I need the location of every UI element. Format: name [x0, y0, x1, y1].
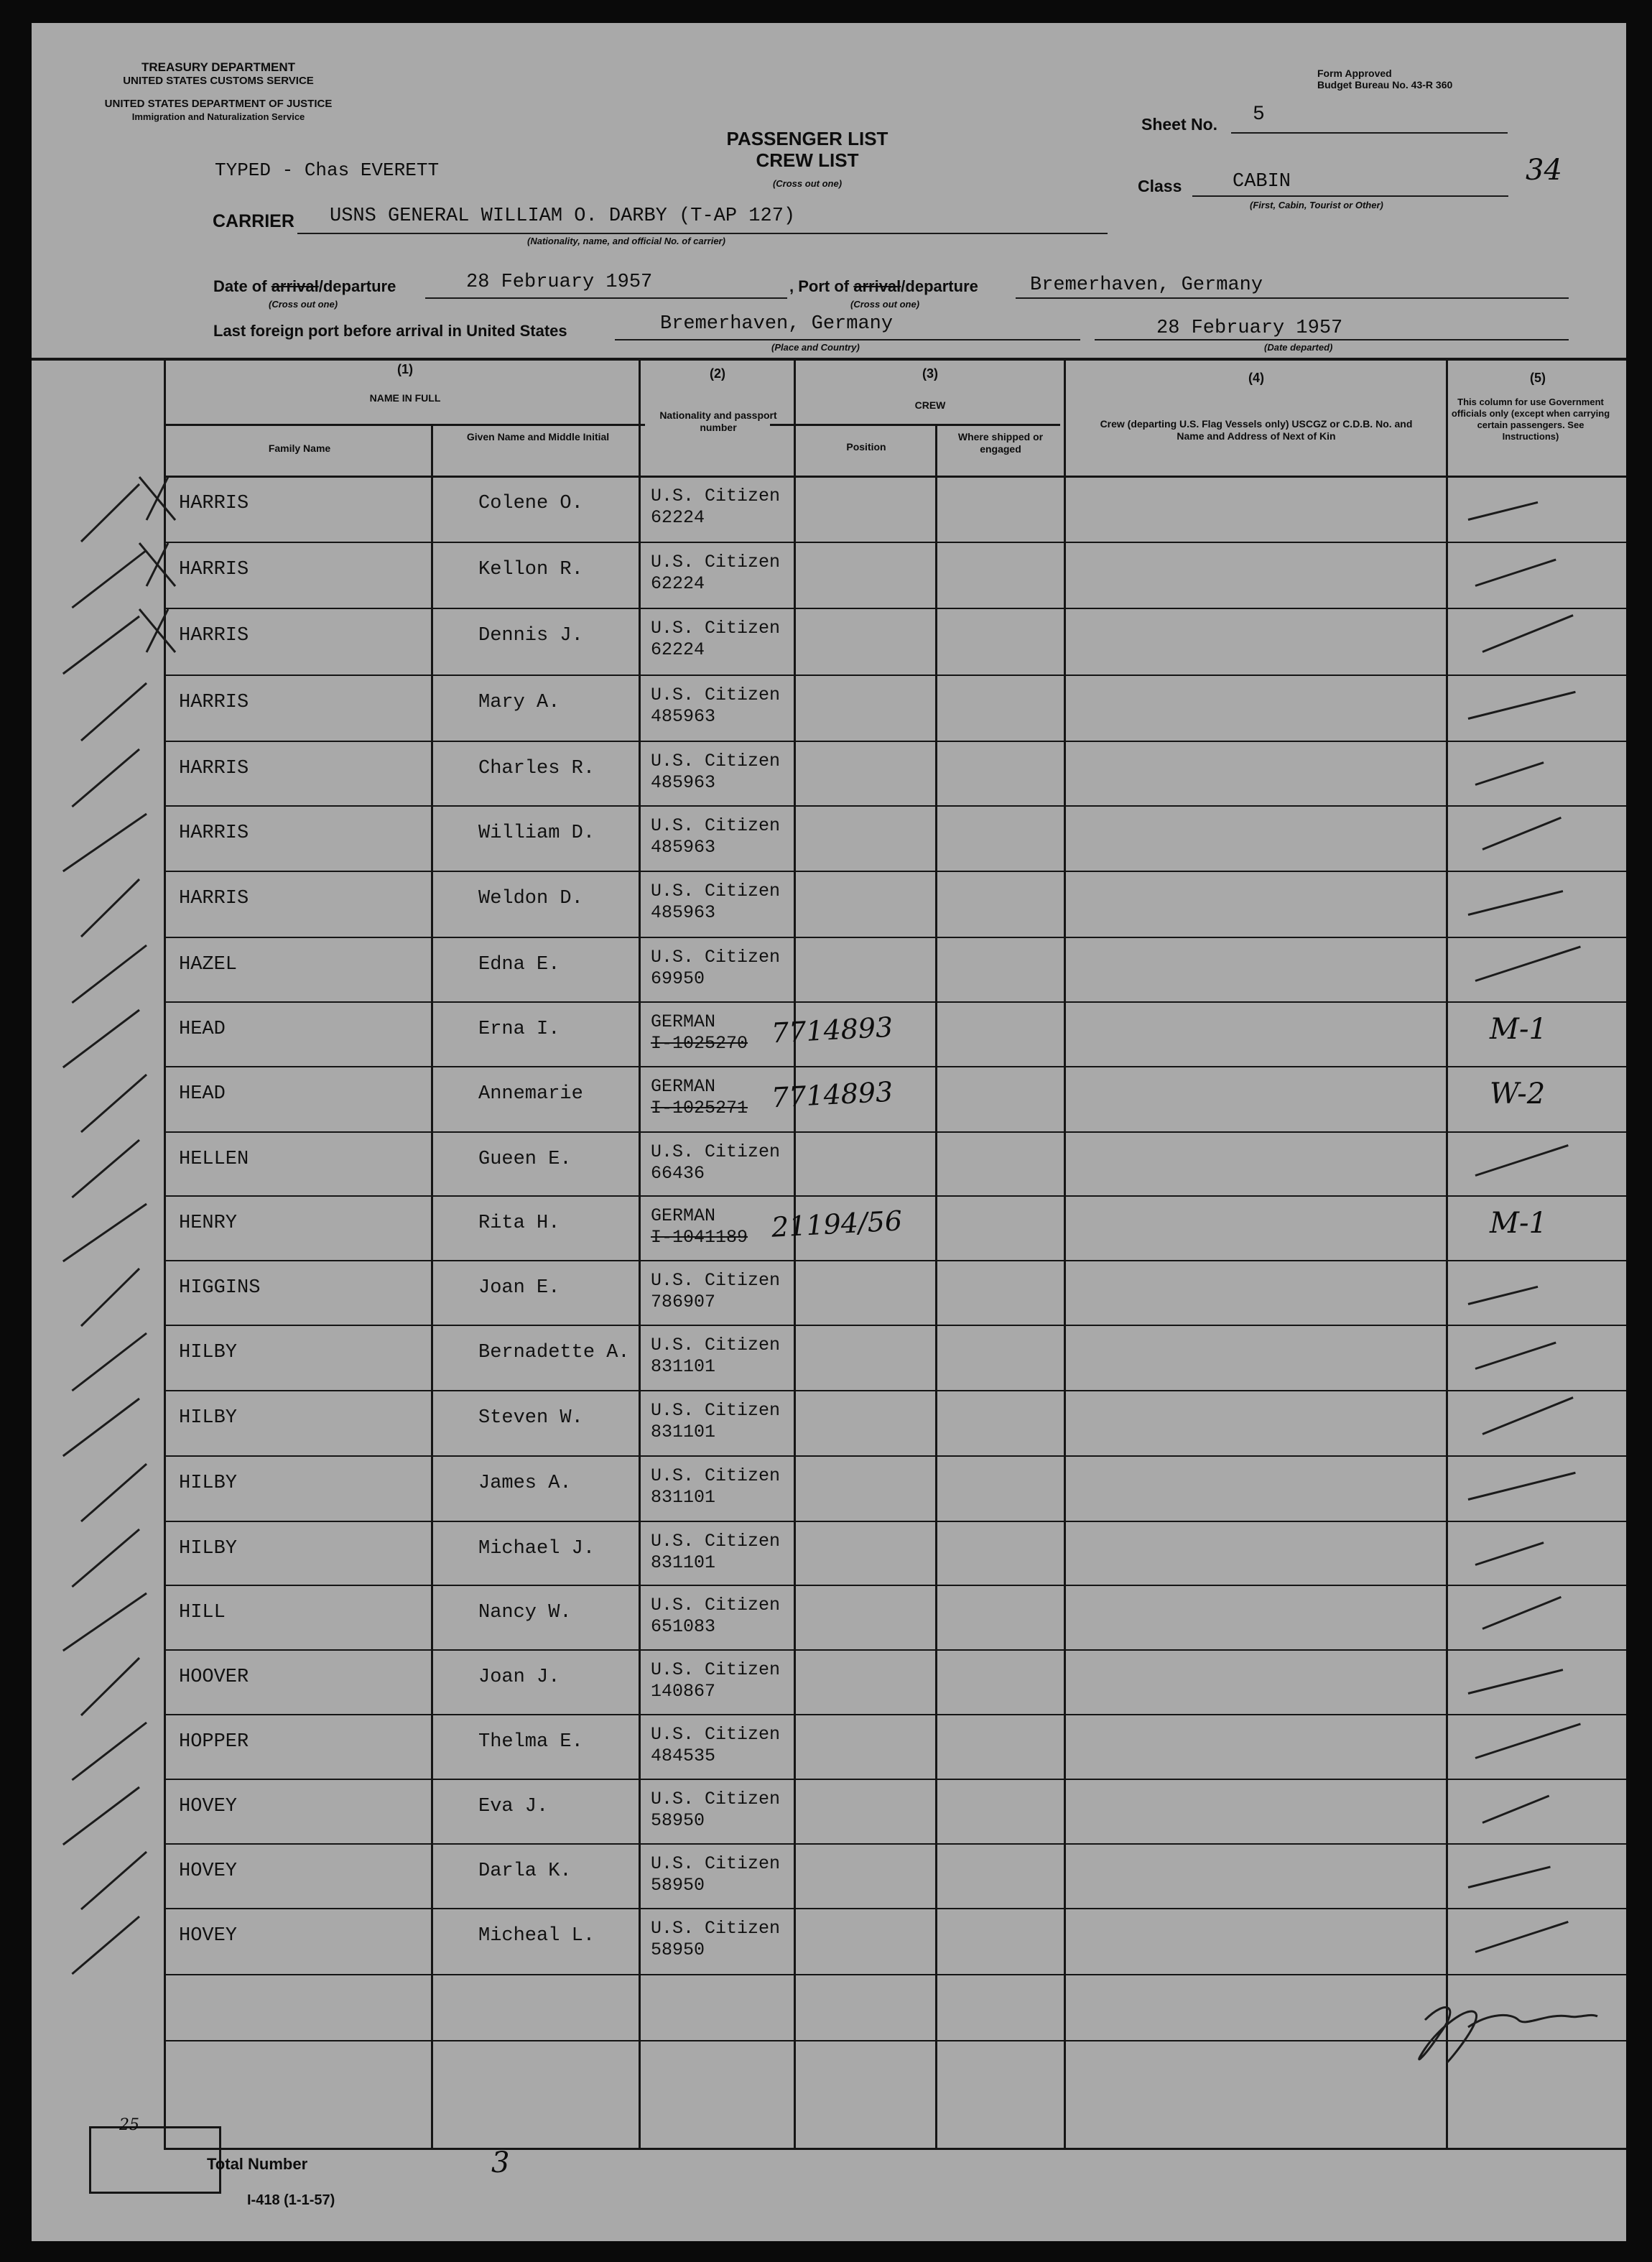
given-name: Colene O. [478, 493, 583, 514]
nationality: U.S. Citizen [651, 1918, 781, 1939]
given-name: Joan J. [478, 1667, 560, 1688]
col1-number: (1) [397, 362, 413, 376]
family-name: HILBY [179, 1342, 238, 1363]
nationality: U.S. Citizen [651, 1141, 781, 1162]
col-family-name: Family Name [268, 442, 331, 454]
given-name: Weldon D. [478, 888, 583, 909]
col-divider-shipped [935, 424, 937, 2149]
given-name: Rita H. [478, 1213, 560, 1234]
family-name: HILBY [179, 1538, 238, 1559]
carrier-value: USNS GENERAL WILLIAM O. DARBY (T-AP 127) [330, 205, 796, 227]
official-check-mark [1475, 1723, 1581, 1758]
official-notation: W-2 [1490, 1077, 1546, 1111]
date-departed-note: (Date departed) [1264, 342, 1333, 353]
family-name: HARRIS [179, 493, 249, 514]
row-rule [164, 1260, 1626, 1261]
passport-number: 62224 [651, 573, 705, 594]
margin-check [63, 1593, 147, 1651]
family-name: HENRY [179, 1213, 238, 1234]
nationality: GERMAN [651, 1205, 716, 1226]
last-port-value: Bremerhaven, Germany [660, 313, 894, 335]
margin-check [63, 616, 139, 674]
given-name: Charles R. [478, 758, 595, 779]
row-rule [164, 1195, 1626, 1197]
row-rule [164, 1455, 1626, 1457]
given-name: Annemarie [478, 1083, 583, 1105]
given-name: Edna E. [478, 954, 560, 975]
header-bottom-rule [164, 476, 1626, 478]
col5-number: (5) [1530, 371, 1546, 385]
row-rule [164, 608, 1626, 609]
family-name: HILL [179, 1602, 226, 1623]
official-check-mark [1468, 890, 1564, 916]
passport-number: 484535 [651, 1746, 716, 1766]
official-notation: M-1 [1490, 1013, 1547, 1046]
official-check-mark [1475, 559, 1556, 587]
margin-check [72, 1723, 147, 1780]
family-name: HARRIS [179, 559, 249, 580]
passport-number: 485963 [651, 902, 716, 923]
nationality: GERMAN [651, 1011, 716, 1032]
typed-by: TYPED - Chas EVERETT [215, 159, 440, 181]
sheet-underline [1231, 131, 1508, 134]
passport-number: 786907 [651, 1292, 716, 1312]
passport-number: 58950 [651, 1939, 705, 1960]
official-check-mark [1475, 761, 1544, 786]
official-check-mark [1468, 1286, 1539, 1305]
given-name: Micheal L. [478, 1925, 595, 1947]
passport-number: I-1041189 [651, 1227, 748, 1248]
margin-check [63, 1204, 147, 1261]
passport-number: 62224 [651, 639, 705, 660]
form-approved: Form Approved [1317, 68, 1392, 79]
given-name: Nancy W. [478, 1602, 572, 1623]
passport-number: 831101 [651, 1422, 716, 1442]
family-name: HARRIS [179, 822, 249, 844]
given-name: Eva J. [478, 1796, 549, 1817]
margin-check [81, 484, 139, 542]
margin-check [81, 1075, 147, 1132]
given-name: Gueen E. [478, 1149, 572, 1170]
nationality: U.S. Citizen [651, 1270, 781, 1291]
class-value: CABIN [1233, 171, 1291, 193]
passport-number: 58950 [651, 1875, 705, 1896]
family-name: HARRIS [179, 692, 249, 713]
nationality: U.S. Citizen [651, 1853, 781, 1874]
given-name: Michael J. [478, 1538, 595, 1559]
row-rule [164, 871, 1626, 872]
col2-number: (2) [710, 366, 725, 381]
nationality: U.S. Citizen [651, 815, 781, 836]
row-rule [164, 1779, 1626, 1780]
given-name: Erna I. [478, 1019, 560, 1040]
official-check-mark [1468, 691, 1576, 720]
nationality: U.S. Citizen [651, 881, 781, 901]
nationality: GERMAN [651, 1076, 716, 1097]
nationality: U.S. Citizen [651, 618, 781, 639]
margin-check [72, 945, 147, 1003]
margin-check [81, 1269, 139, 1326]
sheet-number: 5 [1253, 103, 1265, 126]
passport-number: I-1025271 [651, 1098, 748, 1118]
col4-number: (4) [1248, 371, 1264, 385]
passport-number: 831101 [651, 1487, 716, 1508]
family-name: HILBY [179, 1407, 238, 1429]
immigration-service: Immigration and Naturalization Service [131, 111, 305, 122]
row-rule [164, 1908, 1626, 1909]
official-check-mark [1475, 945, 1581, 981]
family-name: HILBY [179, 1473, 238, 1494]
handwritten-annotation: 21194/56 [770, 1205, 904, 1243]
title-note: (Cross out one) [772, 178, 843, 189]
col-position: Position [846, 441, 886, 453]
name-subheader-rule [164, 424, 645, 426]
official-check-mark [1468, 1865, 1551, 1888]
passport-number: 485963 [651, 706, 716, 727]
given-name: Joan E. [478, 1277, 560, 1299]
given-name: William D. [478, 822, 595, 844]
total-number-label: Total Number [207, 2155, 308, 2173]
col-where-shipped: Where shipped or engaged [957, 431, 1044, 455]
row-rule [164, 1390, 1626, 1391]
date-underline [425, 296, 787, 299]
port-label: , Port of arrival/departure [789, 277, 978, 295]
date-note: (Cross out one) [269, 299, 338, 310]
row-rule [164, 675, 1626, 676]
passport-number: 485963 [651, 837, 716, 858]
last-port-underline [615, 338, 1080, 340]
handwritten-annotation: 7714893 [770, 1011, 894, 1049]
justice-dept: UNITED STATES DEPARTMENT OF JUSTICE [104, 98, 333, 110]
margin-check [72, 1529, 139, 1587]
margin-check [63, 1787, 139, 1845]
margin-check [72, 1916, 139, 1974]
col5-title: This column for use Government officials only (except when carrying certain passengers. See Instructions) [1451, 397, 1610, 442]
class-note: (First, Cabin, Tourist or Other) [1250, 200, 1383, 210]
budget-bureau: Budget Bureau No. 43-R 360 [1317, 79, 1453, 91]
nationality: U.S. Citizen [651, 751, 781, 771]
given-name: Mary A. [478, 692, 560, 713]
row-rule [164, 937, 1626, 938]
family-name: HOOVER [179, 1667, 249, 1688]
col3-number: (3) [922, 366, 938, 381]
family-name: HOPPER [179, 1731, 249, 1753]
row-rule [164, 2148, 1626, 2149]
sheet-label: Sheet No. [1141, 115, 1218, 134]
col-given-name: Given Name and Middle Initial [466, 431, 610, 442]
passport-number: 58950 [651, 1810, 705, 1831]
official-check-mark [1468, 501, 1539, 521]
row-rule [164, 741, 1626, 742]
title-passenger-list: PASSENGER LIST [726, 128, 888, 149]
port-note: (Cross out one) [850, 299, 920, 310]
table-top-rule [32, 358, 1626, 361]
date-departed-value: 28 February 1957 [1156, 317, 1343, 339]
total-number-value: 3 [491, 2146, 510, 2179]
col-divider-nationality [639, 358, 641, 2149]
margin-cross [139, 543, 175, 586]
row-rule [164, 1521, 1626, 1522]
handwritten-annotation: 7714893 [770, 1075, 894, 1114]
family-name: HOVEY [179, 1860, 238, 1882]
official-check-mark [1482, 1596, 1561, 1630]
official-notation: M-1 [1490, 1207, 1547, 1240]
official-check-mark [1482, 1396, 1573, 1435]
inspector-signature [1382, 1984, 1612, 2077]
departure-port: Bremerhaven, Germany [1030, 274, 1263, 296]
class-underline [1192, 194, 1508, 197]
passport-number: 651083 [651, 1616, 716, 1637]
last-port-note: (Place and Country) [771, 342, 860, 353]
nationality: U.S. Citizen [651, 685, 781, 705]
nationality: U.S. Citizen [651, 1335, 781, 1355]
row-rule [164, 1649, 1626, 1651]
row-rule [164, 1325, 1626, 1326]
margin-check [72, 1140, 139, 1197]
margin-check [72, 749, 139, 807]
family-name: HOVEY [179, 1796, 238, 1817]
last-port-label: Last foreign port before arrival in United States [213, 322, 567, 340]
official-check-mark [1482, 817, 1561, 850]
official-check-mark [1475, 1921, 1569, 1953]
col-divider-given [431, 424, 433, 2149]
official-check-mark [1475, 1342, 1556, 1370]
given-name: James A. [478, 1473, 572, 1494]
margin-check [81, 879, 139, 937]
margin-check [63, 1399, 139, 1456]
col-divider-official [1446, 358, 1448, 2149]
margin-check [81, 1852, 147, 1909]
margin-cross [139, 477, 175, 520]
carrier-label: CARRIER [213, 211, 294, 231]
row-rule [164, 1974, 1626, 1975]
carrier-note: (Nationality, name, and official No. of carrier) [527, 236, 725, 246]
family-name: HARRIS [179, 625, 249, 646]
nationality: U.S. Citizen [651, 1659, 781, 1680]
margin-check [63, 814, 147, 871]
margin-check [81, 1658, 139, 1715]
row-rule [164, 1843, 1626, 1845]
nationality: U.S. Citizen [651, 1789, 781, 1809]
col2-title: Nationality and passport number [659, 409, 777, 433]
form-number: I-418 (1-1-57) [247, 2192, 335, 2208]
passport-number: 69950 [651, 968, 705, 989]
passport-number: 831101 [651, 1552, 716, 1573]
family-name: HARRIS [179, 888, 249, 909]
row-rule [164, 1714, 1626, 1715]
nationality: U.S. Citizen [651, 1595, 781, 1616]
family-name: HARRIS [179, 758, 249, 779]
passport-number: 485963 [651, 772, 716, 793]
given-name: Darla K. [478, 1860, 572, 1882]
margin-check [63, 1010, 139, 1067]
official-check-mark [1482, 1795, 1549, 1824]
passport-number: 62224 [651, 507, 705, 528]
nationality: U.S. Citizen [651, 1724, 781, 1745]
margin-check [72, 1333, 147, 1391]
title-crew-list: CREW LIST [756, 149, 859, 171]
margin-cross [139, 609, 175, 652]
official-check-mark [1475, 1144, 1569, 1177]
crew-subheader-rule [770, 424, 1060, 426]
family-name: HELLEN [179, 1149, 249, 1170]
given-name: Thelma E. [478, 1731, 583, 1753]
official-check-mark [1482, 614, 1573, 653]
page-number-handwritten: 34 [1526, 154, 1562, 187]
official-check-mark [1468, 1669, 1564, 1695]
family-name: HOVEY [179, 1925, 238, 1947]
margin-check [81, 1464, 147, 1521]
margin-check [81, 683, 147, 741]
family-name: HIGGINS [179, 1277, 261, 1299]
passport-number: 140867 [651, 1681, 716, 1702]
nationality: U.S. Citizen [651, 552, 781, 573]
class-label: Class [1138, 177, 1182, 195]
col4-title: Crew (departing U.S. Flag Vessels only) USCGZ or C.D.B. No. and Name and Address of Next of Kin [1100, 418, 1413, 442]
family-name: HAZEL [179, 954, 238, 975]
given-name: Kellon R. [478, 559, 583, 580]
total-box-number: 25 [119, 2116, 139, 2134]
nationality: U.S. Citizen [651, 1400, 781, 1421]
row-rule [164, 542, 1626, 543]
date-label: Date of arrival/departure [213, 277, 396, 295]
margin-check [72, 550, 147, 608]
col-divider-crew [794, 358, 796, 2149]
row-rule [164, 1066, 1626, 1067]
total-box [89, 2126, 221, 2194]
official-check-mark [1475, 1542, 1544, 1566]
carrier-underline [297, 231, 1108, 234]
row-rule [164, 1585, 1626, 1586]
passport-number: I-1025270 [651, 1033, 748, 1054]
row-rule [164, 1131, 1626, 1133]
nationality: U.S. Citizen [651, 1465, 781, 1486]
customs-service: UNITED STATES CUSTOMS SERVICE [123, 75, 314, 87]
given-name: Steven W. [478, 1407, 583, 1429]
nationality: U.S. Citizen [651, 947, 781, 968]
port-underline [1016, 296, 1569, 299]
col1-title: NAME IN FULL [369, 392, 441, 404]
col3-title: CREW [914, 399, 946, 411]
given-name: Dennis J. [478, 625, 583, 646]
passenger-list-sheet [32, 23, 1626, 2241]
passport-number: 831101 [651, 1356, 716, 1377]
departure-date: 28 February 1957 [466, 272, 653, 293]
margin-check-marks [32, 23, 175, 1747]
col-divider-kin [1064, 358, 1066, 2149]
nationality: U.S. Citizen [651, 1531, 781, 1552]
official-check-mark [1468, 1472, 1576, 1501]
family-name: HEAD [179, 1083, 226, 1105]
row-rule [164, 805, 1626, 807]
treasury-dept: TREASURY DEPARTMENT [141, 60, 296, 74]
nationality: U.S. Citizen [651, 486, 781, 506]
passport-number: 66436 [651, 1163, 705, 1184]
row-rule [164, 1001, 1626, 1003]
given-name: Bernadette A. [478, 1342, 630, 1363]
family-name: HEAD [179, 1019, 226, 1040]
